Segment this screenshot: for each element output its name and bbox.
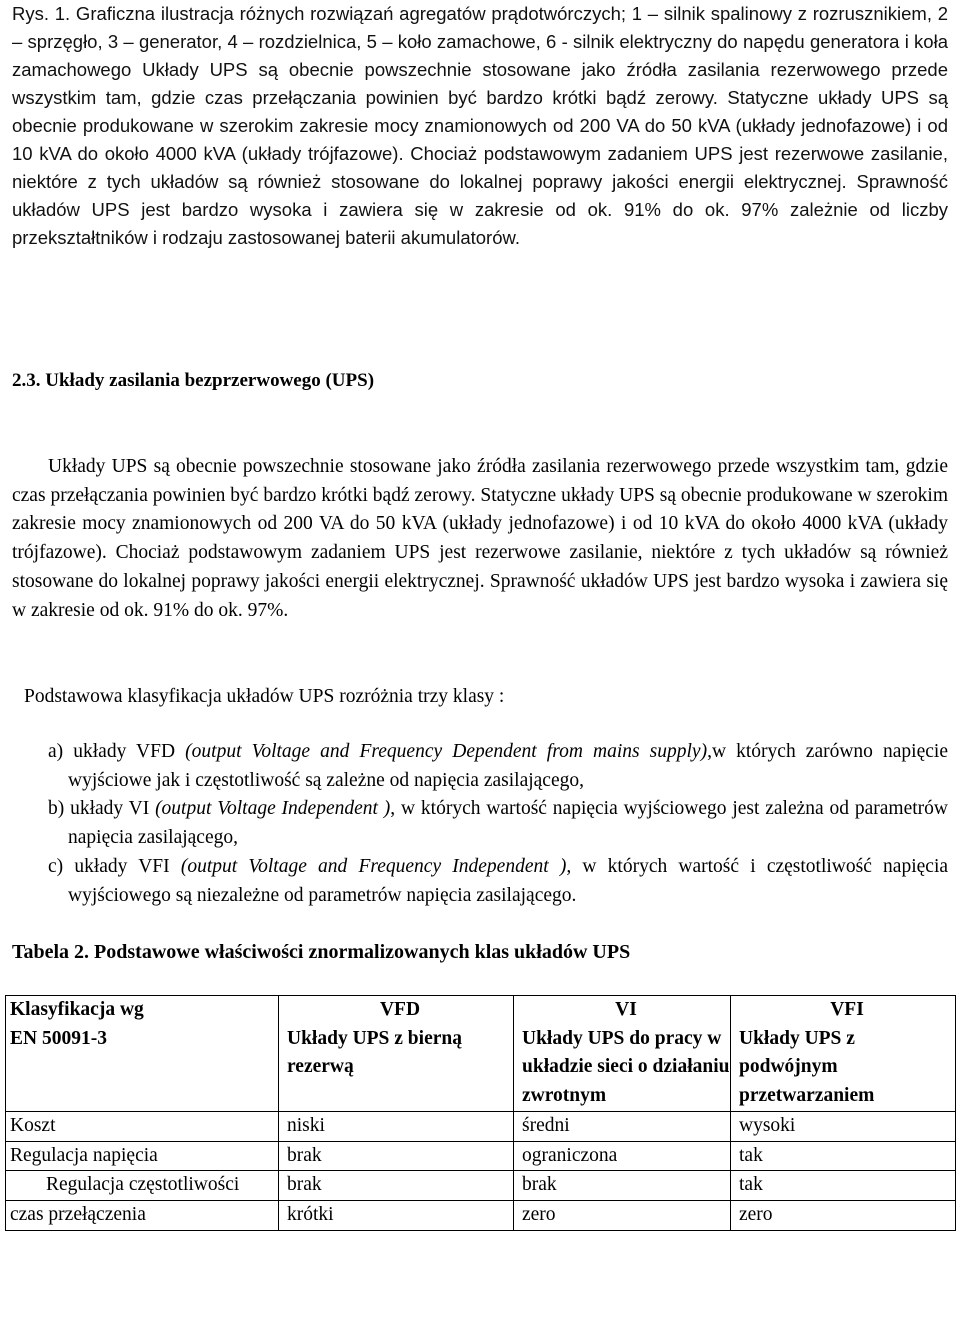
header-label-line1: Klasyfikacja wg [10,999,144,1020]
table-cell: niski [279,1111,514,1141]
table-cell: średni [514,1111,731,1141]
row-label [6,1171,279,1201]
body-text [12,453,948,625]
column-code: VI [615,999,637,1020]
list-item [48,795,948,852]
item-description: w których wartość i częstotliwość napięcia wyjściowego są niezależne od parametrów napięcia zasilającego. [68,855,949,906]
table-cell: zero [731,1200,956,1230]
table-row [6,1141,956,1171]
section-heading: 2.3. Układy zasilania bezprzerwowego (UPS) [12,370,375,391]
table-cell: brak [514,1171,731,1201]
table-title: Tabela 2. Podstawowe właściwości znormalizowanych klas układów UPS [12,941,631,963]
table-cell: krótki [279,1200,514,1230]
row-label-text: Regulacja częstotliwości [46,1174,240,1196]
header-cell-vfd [279,996,514,1112]
table-cell: zero [514,1200,731,1230]
table-row [6,1200,956,1230]
table-cell: ograniczona [514,1141,731,1171]
item-description: ,w których zarówno napięcie wyjściowe jak i częstotliwość są zależne od napięcia zasilającego, [68,741,948,791]
item-prefix: a) układy VFD [48,741,186,762]
header-cell-vi [514,996,731,1112]
item-italic-term: (output Voltage and Frequency Independent ), [180,855,572,877]
header-label-line2: EN 50091-3 [10,1027,107,1049]
classification-intro: Podstawowa klasyfikacja układów UPS rozróżnia trzy klasy : [24,686,505,707]
body-paragraph: Układy UPS są obecnie powszechnie stosowane jako źródła zasilania rezerwowego przede wszystkim tam, gdzie czas przełączania powinien być bardzo krótki bądź zerowy. Statyczne układy UPS są obecnie produkowane w szerokim zakresie mocy znamionowych od 200 VA do 50 kVA (układy jednofazowe) i od 10 kVA do około 4000 kVA (układy trójfazowe). Chociaż podstawowym zadaniem UPS jest rezerwowe zasilanie, niektóre z tych układów są również stosowane do lokalnej poprawy jakości energii elektrycznej. Sprawność układów UPS jest bardzo wysoka i zawiera się w zakresie od ok. 91% do ok. 97%. [12,456,948,621]
table-row [6,1111,956,1141]
table-cell: tak [731,1141,956,1171]
row-label: Regulacja napięcia [6,1141,279,1171]
row-label: Koszt [6,1111,279,1141]
header-label-cell [6,996,279,1112]
column-description: Układy UPS do pracy w układzie sieci o działaniu zwrotnym [522,1027,730,1107]
figure-caption: Rys. 1. Graficzna ilustracja różnych rozwiązań agregatów prądotwórczych; 1 – silnik spalinowy z rozrusznikiem, 2 – sprzęgło, 3 – generator, 4 – rozdzielnica, 5 – koło zamachowe, 6 - silnik elektryczny do napędu generatora i koła zamachowego Układy UPS są obecnie powszechnie stosowane jako źródła zasilania rezerwowego przede wszystkim tam, gdzie czas przełączania powinien być bardzo krótki bądź zerowy. Statyczne układy UPS są obecnie produkowane w szerokim zakresie mocy znamionowych od 200 VA do 50 kVA (układy jednofazowe) i od 10 kVA do około 4000 kVA (układy trójfazowe). Chociaż podstawowym zadaniem UPS jest rezerwowe zasilanie, niektóre z tych układów są również stosowane do lokalnej poprawy jakości energii elektrycznej. Sprawność układów UPS jest bardzo wysoka i zawiera się w zakresie od ok. 91% do ok. 97% zależnie od liczby przekształtników i rodzaju zastosowanej baterii akumulatorów. [12,3,948,248]
ups-classes-list [48,738,948,910]
table-header-row [6,996,956,1112]
table-cell: brak [279,1171,514,1201]
header-cell-vfi [731,996,956,1112]
list-item [48,738,948,795]
item-italic-term: (output Voltage and Frequency Dependent from mains supply) [185,741,708,762]
column-description: Układy UPS z bierną rezerwą [287,1027,462,1078]
item-italic-term: (output Voltage Independent ) [155,798,391,820]
ups-properties-table [5,995,956,1231]
column-description: Układy UPS z podwójnym przetwarzaniem [739,1027,875,1107]
item-prefix: b) układy VI [48,798,156,820]
table-row [6,1171,956,1201]
column-code: VFI [830,999,864,1020]
item-prefix: c) układy VFI [48,855,181,877]
column-code: VFD [379,999,421,1020]
list-item [48,853,948,910]
table-cell: tak [731,1171,956,1201]
table-cell: wysoki [731,1111,956,1141]
table-cell: brak [279,1141,514,1171]
row-label: czas przełączenia [6,1200,279,1230]
item-description: , w których wartość napięcia wyjściowego jest zależna od parametrów napięcia zasilającego, [68,798,948,849]
